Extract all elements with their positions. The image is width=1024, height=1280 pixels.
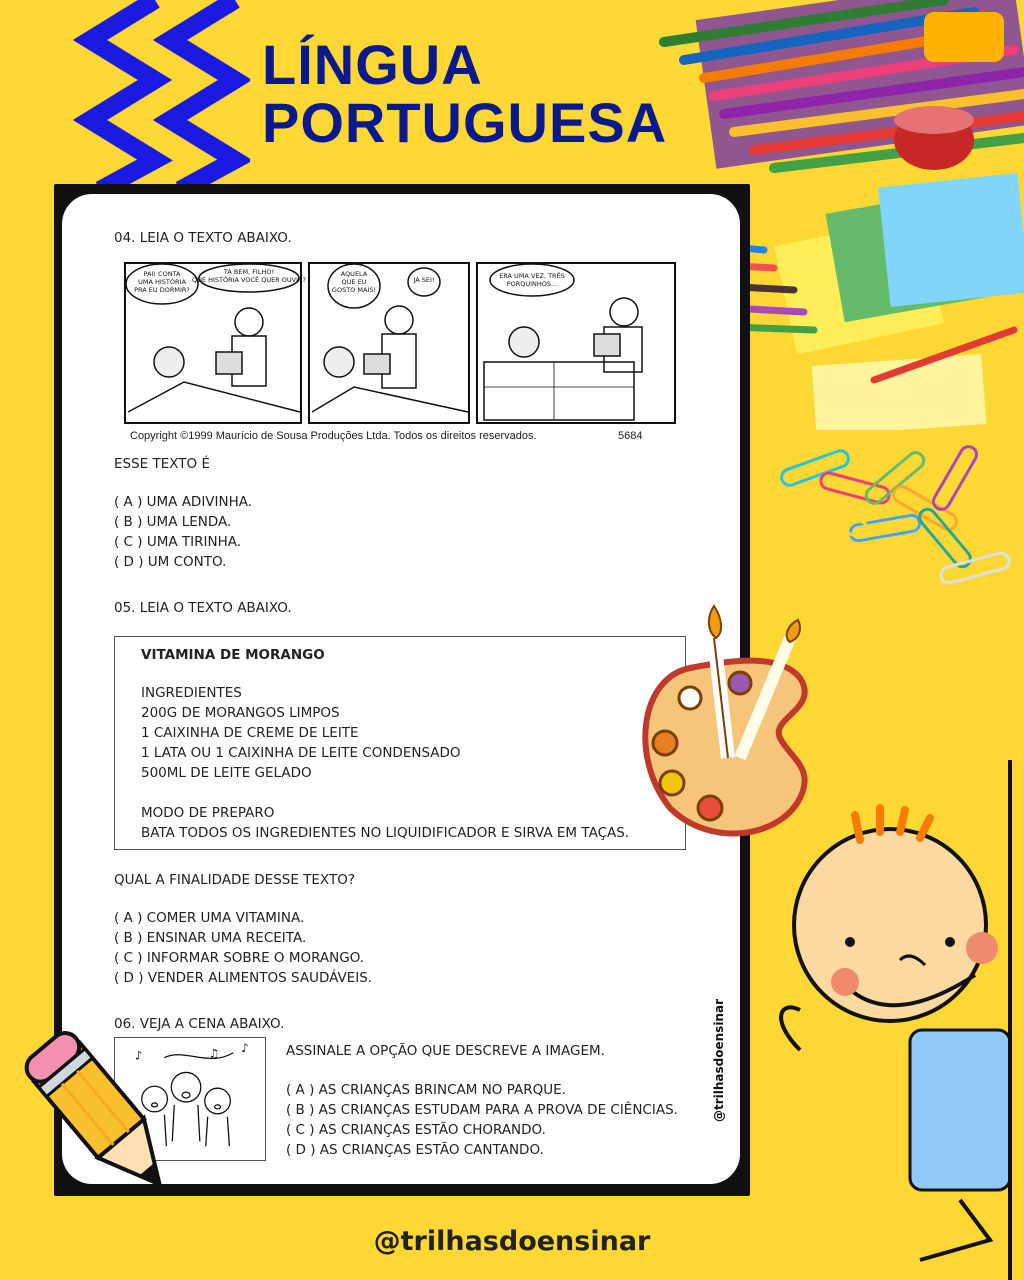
question-4-option-a[interactable]: ( A ) UMA ADIVINHA. xyxy=(114,494,253,510)
footer-handle[interactable]: @trilhasdoensinar xyxy=(373,1226,651,1257)
question-6-option-d[interactable]: ( D ) AS CRIANÇAS ESTÃO CANTANDO. xyxy=(286,1142,544,1158)
recipe-method-heading: MODO DE PREPARO xyxy=(141,805,275,821)
recipe-method: BATA TODOS OS INGREDIENTES NO LIQUIDIFICADOR E SIRVA EM TAÇAS. xyxy=(141,825,630,841)
svg-text:♪: ♪ xyxy=(134,1048,143,1063)
question-4-option-c[interactable]: ( C ) UMA TIRINHA. xyxy=(114,534,242,550)
svg-text:♪: ♪ xyxy=(241,1040,249,1055)
comic-bubble-3: AQUELA QUE EU GOSTO MAIS! xyxy=(331,270,377,294)
peeking-kid-illustration xyxy=(760,760,1024,1280)
recipe-ingredient: 200G DE MORANGOS LIMPOS xyxy=(141,705,340,721)
recipe-ingredients-heading: INGREDIENTES xyxy=(141,685,242,701)
pencil-icon xyxy=(22,1020,202,1220)
comic-bubble-5: ERA UMA VEZ, TRÊS PORQUINHOS... xyxy=(499,272,565,288)
question-6-text: ASSINALE A OPÇÃO QUE DESCREVE A IMAGEM. xyxy=(286,1043,605,1059)
question-6-option-b[interactable]: ( B ) AS CRIANÇAS ESTUDAM PARA A PROVA DE CIÊNCIAS. xyxy=(286,1102,678,1118)
comic-bubble-2: TÁ BEM, FILHO! QUE HISTÓRIA VOCÊ QUER OUVIR? xyxy=(192,268,306,284)
question-5-option-d[interactable]: ( D ) VENDER ALIMENTOS SAUDÁVEIS. xyxy=(114,970,373,986)
question-4-prompt: 04. LEIA O TEXTO ABAIXO. xyxy=(114,230,292,246)
question-6-option-c[interactable]: ( C ) AS CRIANÇAS ESTÃO CHORANDO. xyxy=(286,1122,546,1138)
paper-clips-illustration xyxy=(760,430,1024,600)
recipe-title: VITAMINA DE MORANGO xyxy=(141,647,325,663)
question-6-option-a[interactable]: ( A ) AS CRIANÇAS BRINCAM NO PARQUE. xyxy=(286,1082,566,1098)
recipe-ingredient: 500ML DE LEITE GELADO xyxy=(141,765,312,781)
question-5-option-b[interactable]: ( B ) ENSINAR UMA RECEITA. xyxy=(114,930,307,946)
comic-bubble-1: PAI! CONTA UMA HISTÓRIA PRA EU DORMIR? xyxy=(134,270,190,294)
question-4-option-d[interactable]: ( D ) UM CONTO. xyxy=(114,554,227,570)
comic-bubble-4: JÁ SEI! xyxy=(413,276,435,284)
question-5-option-c[interactable]: ( C ) INFORMAR SOBRE O MORANGO. xyxy=(114,950,365,966)
title-line-2: PORTUGUESA xyxy=(262,91,668,154)
question-5-option-a[interactable]: ( A ) COMER UMA VITAMINA. xyxy=(114,910,305,926)
recipe-ingredient: 1 CAIXINHA DE CREME DE LEITE xyxy=(141,725,359,741)
question-4-text: ESSE TEXTO É xyxy=(114,456,210,472)
page-title xyxy=(262,33,668,154)
recipe-box xyxy=(114,636,686,850)
question-6-prompt: 06. VEJA A CENA ABAIXO. xyxy=(114,1016,285,1032)
comic-strip xyxy=(124,262,676,426)
question-4-option-b[interactable]: ( B ) UMA LENDA. xyxy=(114,514,232,530)
comic-copyright: Copyright ©1999 Maurício de Sousa Produções Ltda. Todos os direitos reservados. xyxy=(130,430,537,442)
zigzag-decoration xyxy=(60,0,250,190)
title-line-1: LÍNGUA xyxy=(262,33,483,96)
recipe-ingredient: 1 LATA OU 1 CAIXINHA DE LEITE CONDENSADO xyxy=(141,745,461,761)
svg-text:♫: ♫ xyxy=(208,1046,220,1061)
question-5-text: QUAL A FINALIDADE DESSE TEXTO? xyxy=(114,872,355,888)
question-5-prompt: 05. LEIA O TEXTO ABAIXO. xyxy=(114,600,292,616)
comic-code: 5684 xyxy=(618,430,643,442)
side-watermark-handle: @trilhasdoensinar xyxy=(712,999,726,1122)
